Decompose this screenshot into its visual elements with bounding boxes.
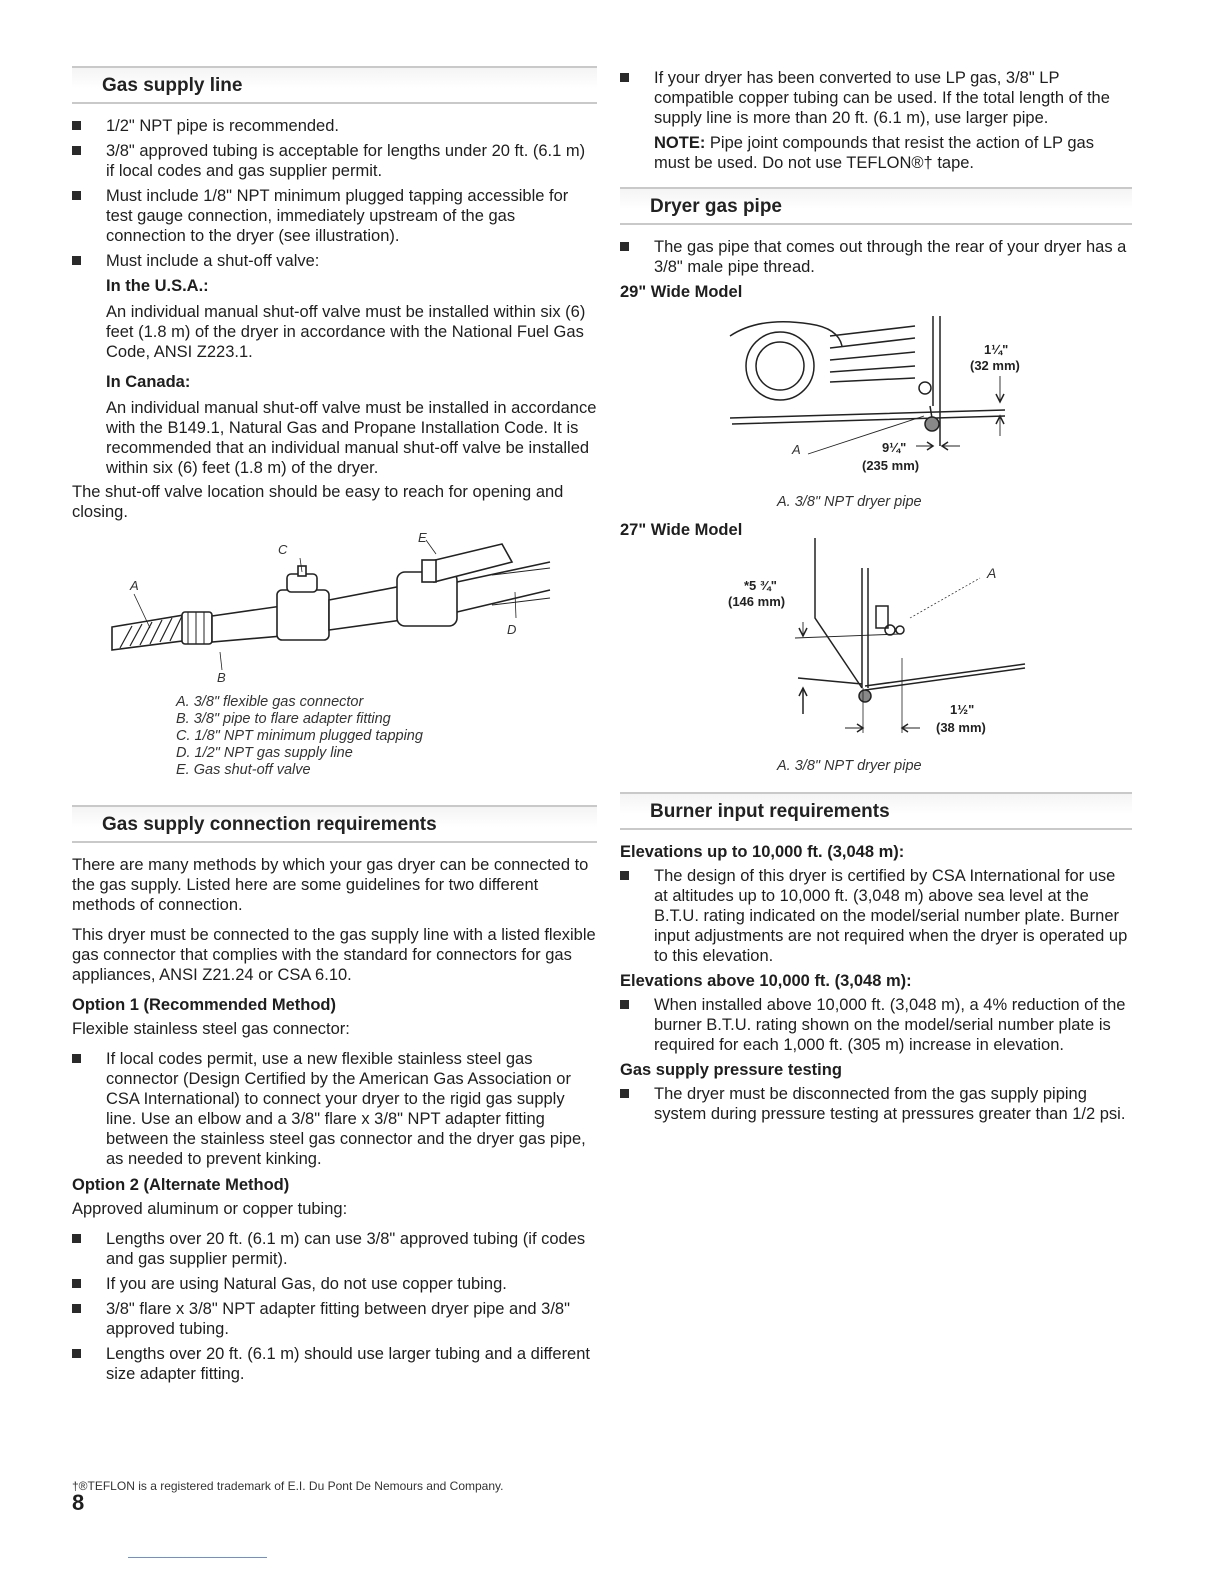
caption-line: B. 3/8" pipe to flare adapter fitting <box>176 711 391 727</box>
note-label: NOTE: <box>654 134 706 152</box>
dim-29-horizontal: 9¼" <box>882 440 907 455</box>
dim-29-vertical: 1¼" <box>984 342 1009 357</box>
figure-label-a: A <box>130 578 139 593</box>
figure-label-c: C <box>278 542 288 557</box>
elevation-2-list <box>620 995 1132 1055</box>
right-column <box>620 68 1132 1129</box>
connection-paragraph-2: This dryer must be connected to the gas supply line with a listed flexible gas connector that complies with the standard for connectors for gas appliances, ANSI Z21.24 or CSA 6.10. <box>72 926 596 984</box>
dim-27-horizontal-mm: (38 mm) <box>936 720 986 735</box>
dim-29-horizontal-mm: (235 mm) <box>862 458 920 473</box>
caption-line: E. Gas shut-off valve <box>176 762 311 778</box>
fig29-label-a: A <box>792 442 801 457</box>
figure-label-d: D <box>507 622 517 637</box>
section-heading-connection-requirements: Gas supply connection requirements <box>72 805 597 843</box>
list-item: If your dryer has been converted to use LP gas, 3/8" LP compatible copper tubing can be used. If the total length of the supply line is more than 20 ft. (6.1 m), use larger pipe. <box>620 68 1132 128</box>
option1-list <box>72 1049 597 1169</box>
elevation-1-list <box>620 866 1132 966</box>
dim-27-vertical-mm: (146 mm) <box>728 594 786 609</box>
list-item: 1/2" NPT pipe is recommended. <box>72 116 597 136</box>
figure-label-e: E <box>418 532 427 545</box>
left-column <box>72 66 597 1389</box>
teflon-footnote: †®TEFLON is a registered trademark of E.I. Du Pont De Nemours and Company. <box>72 1479 504 1493</box>
caption-line: C. 1/8" NPT minimum plugged tapping <box>176 728 423 744</box>
model-27-heading: 27" Wide Model <box>620 521 743 539</box>
option1-title: Option 1 (Recommended Method) <box>72 996 336 1014</box>
caption-line: D. 1/2" NPT gas supply line <box>176 745 353 761</box>
list-item: If you are using Natural Gas, do not use copper tubing. <box>72 1274 597 1294</box>
list-item: The design of this dryer is certified by CSA International for use at altitudes up to 10,000 ft. (3,048 m) above sea level at the B.T.U. rating indicated on the model/serial number plate. Burner input adjustments are not required when the dryer is operated up to this elevation. <box>620 866 1132 966</box>
list-item: Lengths over 20 ft. (6.1 m) can use 3/8" approved tubing (if codes and gas supplier permit). <box>72 1229 597 1269</box>
dim-29-vertical-mm: (32 mm) <box>970 358 1020 373</box>
list-item: The gas pipe that comes out through the rear of your dryer has a 3/8" male pipe thread. <box>620 237 1132 277</box>
dim-27-horizontal: 1½" <box>950 702 975 717</box>
usa-text: An individual manual shut-off valve must be installed within six (6) feet (1.8 m) of the dryer in accordance with the National Fuel Gas Code, ANSI Z223.1. <box>106 303 586 361</box>
note-text: Pipe joint compounds that resist the action of LP gas must be used. Do not use TEFLON®† tape. <box>654 134 1094 172</box>
page-number: 8 <box>72 1490 85 1515</box>
shutoff-closing-text: The shut-off valve location should be easy to reach for opening and closing. <box>72 483 564 521</box>
caption-line: A. 3/8" flexible gas connector <box>176 694 364 710</box>
gas-supply-line-list <box>72 116 597 271</box>
fig27-label-a: A <box>987 565 997 581</box>
dim-27-vertical: *5 ¾" <box>744 578 777 593</box>
list-item: When installed above 10,000 ft. (3,048 m), a 4% reduction of the burner B.T.U. rating shown on the model/serial number plate is required for each 1,000 ft. (305 m) increase in elevation. <box>620 995 1132 1055</box>
connection-paragraph-1: There are many methods by which your gas dryer can be connected to the gas supply. Listed here are some guidelines for two different methods of connection. <box>72 856 589 914</box>
figure1-captions <box>72 694 597 779</box>
pressure-testing-list <box>620 1084 1132 1124</box>
gas-connection-illustration <box>72 532 597 692</box>
list-item: 3/8" approved tubing is acceptable for lengths under 20 ft. (6.1 m) if local codes and gas supplier permit. <box>72 141 597 181</box>
dryer-pipe-27-illustration <box>620 538 1132 778</box>
pressure-testing-heading: Gas supply pressure testing <box>620 1061 842 1079</box>
option2-intro: Approved aluminum or copper tubing: <box>72 1200 348 1218</box>
fig27-caption: A. 3/8" NPT dryer pipe <box>777 758 922 774</box>
list-item: The dryer must be disconnected from the gas supply piping system during pressure testing at pressures greater than 1/2 psi. <box>620 1084 1132 1124</box>
usa-label: In the U.S.A.: <box>106 277 209 295</box>
figure-label-b: B <box>217 670 226 685</box>
dryer-pipe-29-illustration <box>620 306 1132 516</box>
list-item: Must include a shut-off valve: <box>72 251 597 271</box>
elevation-1-heading: Elevations up to 10,000 ft. (3,048 m): <box>620 843 905 861</box>
canada-text: An individual manual shut-off valve must be installed in accordance with the B149.1, Natural Gas and Propane Installation Code. It is recommended that an individual manual shut-off valve be installed within six (6) feet (1.8 m) of the dryer. <box>106 399 597 477</box>
section-heading-dryer-gas-pipe: Dryer gas pipe <box>620 187 1132 225</box>
list-item: Lengths over 20 ft. (6.1 m) should use larger tubing and a different size adapter fitting. <box>72 1344 597 1384</box>
list-item: Must include 1/8" NPT minimum plugged tapping accessible for test gauge connection, immediately upstream of the gas connection to the dryer (see illustration). <box>72 186 597 246</box>
dryer-gas-pipe-list <box>620 237 1132 277</box>
lp-gas-list <box>620 68 1132 128</box>
model-29-heading: 29" Wide Model <box>620 283 743 301</box>
shutoff-details <box>72 276 597 478</box>
option2-title: Option 2 (Alternate Method) <box>72 1176 290 1194</box>
canada-label: In Canada: <box>106 373 191 391</box>
fig29-caption: A. 3/8" NPT dryer pipe <box>777 494 922 510</box>
note-paragraph <box>620 133 1132 173</box>
elevation-2-heading: Elevations above 10,000 ft. (3,048 m): <box>620 972 912 990</box>
option1-intro: Flexible stainless steel gas connector: <box>72 1020 350 1038</box>
option2-list <box>72 1229 597 1384</box>
list-item: If local codes permit, use a new flexible stainless steel gas connector (Design Certified by the American Gas Association or CSA International) to connect your dryer to the rigid gas supply line. Use an elbow and a 3/8" flare x 3/8" NPT adapter fitting between the stainless steel gas connector and the dryer gas pipe, as needed to prevent kinking. <box>72 1049 597 1169</box>
section-heading-gas-supply-line: Gas supply line <box>72 66 597 104</box>
section-heading-burner-input: Burner input requirements <box>620 792 1132 830</box>
bottom-divider <box>128 1557 267 1558</box>
list-item: 3/8" flare x 3/8" NPT adapter fitting between dryer pipe and 3/8" approved tubing. <box>72 1299 597 1339</box>
